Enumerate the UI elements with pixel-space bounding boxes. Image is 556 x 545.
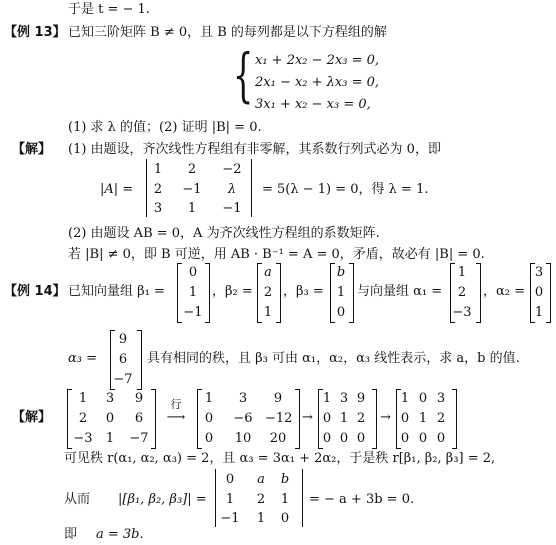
matrix-entry: 1 (339, 411, 349, 426)
det-b-cell: 2 (256, 492, 266, 507)
matrix-entry: 1 (322, 391, 332, 406)
matrix-entry: 0 (105, 411, 115, 426)
system-brace: { (233, 41, 254, 109)
alpha3-label: α₃ = (68, 351, 98, 366)
vector-bracket (137, 330, 142, 390)
det-a-cell: −1 (182, 182, 202, 197)
solution-13-part3: 若 |B| ≠ 0，即 B 可逆，用 AB · B⁻¹ = A = 0，矛盾，故必有 |B| = 0. (68, 247, 485, 262)
det-b-cell: a (257, 472, 265, 487)
det-a-cell: 2 (187, 162, 197, 177)
matrix-entry: −3 (73, 431, 93, 446)
vector-entry: b (336, 265, 346, 280)
det-b-cell: −1 (220, 511, 240, 526)
vector-entry: 1 (336, 285, 346, 300)
matrix-entry: 0 (356, 431, 366, 446)
beta3-label: ，β₃ = (283, 284, 324, 299)
det-b-cell: 1 (280, 492, 290, 507)
det-b-left-bar (215, 469, 216, 527)
det-a-cell: −1 (222, 201, 242, 216)
equation-3: 3x₁ + x₂ − x₃ = 0, (255, 97, 371, 112)
vector-entry: 3 (534, 265, 544, 280)
matrix-entry: 3 (105, 391, 115, 406)
matrix-entry: 0 (322, 411, 332, 426)
row-op-label: 行 (170, 398, 182, 411)
matrix-entry: 1 (78, 391, 88, 406)
arrow-right-icon: → (380, 410, 391, 425)
matrix-entry: 2 (436, 411, 446, 426)
matrix-entry: 0 (204, 411, 214, 426)
solution-13-tag: 【解】 (12, 142, 52, 157)
matrix-entry: 6 (134, 411, 144, 426)
matrix-entry: 20 (269, 431, 287, 446)
matrix-bracket (151, 389, 156, 449)
matrix-entry: 10 (234, 431, 252, 446)
beta2-label: ，β₂ = (212, 284, 253, 299)
vector-entry: 1 (263, 305, 273, 320)
det-a-cell: 1 (187, 201, 197, 216)
example-14-tag: 【例 14】 (4, 284, 66, 299)
matrix-entry: −6 (233, 411, 253, 426)
matrix-entry: 0 (204, 431, 214, 446)
vector-bracket (205, 263, 210, 323)
equation-1: x₁ + 2x₂ − 2x₃ = 0, (255, 53, 380, 68)
matrix-entry: 3 (339, 391, 349, 406)
det-b-label: |[β₁, β₂, β₃]| = (118, 492, 207, 507)
det-b-right-bar (302, 469, 303, 527)
vector-entry: −1 (183, 305, 203, 320)
matrix-entry: 9 (134, 391, 144, 406)
matrix-entry: 0 (400, 411, 410, 426)
vector-entry: 2 (457, 285, 467, 300)
example-14-question: 具有相同的秩，且 β₃ 可由 α₁，α₂，α₃ 线性表示，求 a，b 的值. (147, 351, 520, 366)
matrix-entry: 1 (400, 391, 410, 406)
line-conclusion-t: 于是 t = − 1. (68, 2, 150, 17)
thus-label: 从而 (64, 492, 91, 507)
example-13-tag: 【例 13】 (4, 25, 66, 40)
det-b-cell: 1 (225, 492, 235, 507)
det-b-cell: 1 (256, 511, 266, 526)
matrix-entry: −12 (265, 411, 293, 426)
det-a-result: = 5(λ − 1) = 0，得 λ = 1. (262, 182, 429, 197)
matrix-entry: 1 (105, 431, 115, 446)
matrix-entry: 1 (204, 391, 214, 406)
vector-bracket (546, 263, 551, 323)
matrix-entry: −7 (129, 431, 149, 446)
matrix-entry: 0 (418, 431, 428, 446)
det-b-cell: 0 (280, 511, 290, 526)
det-a-cell: −2 (222, 162, 242, 177)
matrix-entry: 0 (418, 391, 428, 406)
det-a-label: |A| = (100, 182, 134, 197)
det-a-right-bar (251, 159, 252, 217)
det-a-cell: 3 (153, 201, 163, 216)
rank-statement: 可见秩 r(α₁, α₂, α₃) = 2，且 α₃ = 3α₁ + 2α₂，于是秩 r[β₁, β₂, β₃] = 2, (64, 451, 496, 466)
final-answer: a = 3b. (96, 527, 144, 542)
arrow-line-icon: ⟶ (166, 410, 186, 425)
matrix-entry: 0 (322, 431, 332, 446)
vector-entry: 6 (118, 352, 128, 367)
alpha1-label: 与向量组 α₁ = (357, 284, 443, 299)
det-b-cell: b (280, 472, 290, 487)
arrow-right-icon: → (302, 410, 313, 425)
matrix-entry: 9 (356, 391, 366, 406)
vector-bracket (349, 263, 354, 323)
matrix-bracket (295, 389, 300, 449)
matrix-entry: 1 (418, 411, 428, 426)
det-b-result: = − a + 3b = 0. (309, 492, 415, 507)
matrix-entry: 9 (273, 391, 283, 406)
matrix-entry: 0 (436, 431, 446, 446)
matrix-bracket (372, 389, 377, 449)
det-a-cell: λ (227, 182, 237, 197)
solution-14-tag: 【解】 (12, 410, 52, 425)
matrix-entry: 2 (78, 411, 88, 426)
solution-13-part2: (2) 由题设 AB = 0，A 为齐次线性方程组的系数矩阵. (68, 226, 380, 241)
vector-entry: 0 (534, 285, 544, 300)
matrix-entry: 2 (356, 411, 366, 426)
example-13-statement: 已知三阶矩阵 B ≠ 0，且 B 的每列都是以下方程组的解 (68, 25, 387, 40)
det-b-cell: 0 (225, 472, 235, 487)
alpha2-label: ，α₂ = (483, 284, 526, 299)
vector-entry: 0 (336, 305, 346, 320)
vector-bracket (476, 263, 481, 323)
vector-entry: 1 (188, 285, 198, 300)
matrix-entry: 3 (238, 391, 248, 406)
vector-bracket (276, 263, 281, 323)
matrix-bracket (452, 389, 457, 449)
example-13-questions: (1) 求 λ 的值；(2) 证明 |B| = 0. (68, 120, 262, 135)
vector-entry: 2 (263, 285, 273, 300)
vector-entry: 0 (188, 265, 198, 280)
row-reduction-arrow (159, 398, 193, 424)
example-14-intro: 已知向量组 β₁ = (68, 284, 165, 299)
matrix-entry: 0 (339, 431, 349, 446)
solution-13-part1: (1) 由题设，齐次线性方程组有非零解，其系数行列式必为 0，即 (68, 142, 441, 157)
vector-entry: 9 (118, 332, 128, 347)
matrix-entry: 3 (436, 391, 446, 406)
vector-entry: 1 (534, 305, 544, 320)
equation-2: 2x₁ − x₂ + λx₃ = 0, (255, 75, 380, 90)
vector-entry: −7 (113, 372, 133, 387)
therefore-label: 即 (64, 527, 78, 542)
det-a-cell: 2 (153, 182, 163, 197)
vector-entry: a (264, 265, 272, 280)
vector-entry: −3 (452, 305, 472, 320)
matrix-entry: 0 (400, 431, 410, 446)
det-a-cell: 1 (153, 162, 163, 177)
vector-entry: 1 (457, 265, 467, 280)
